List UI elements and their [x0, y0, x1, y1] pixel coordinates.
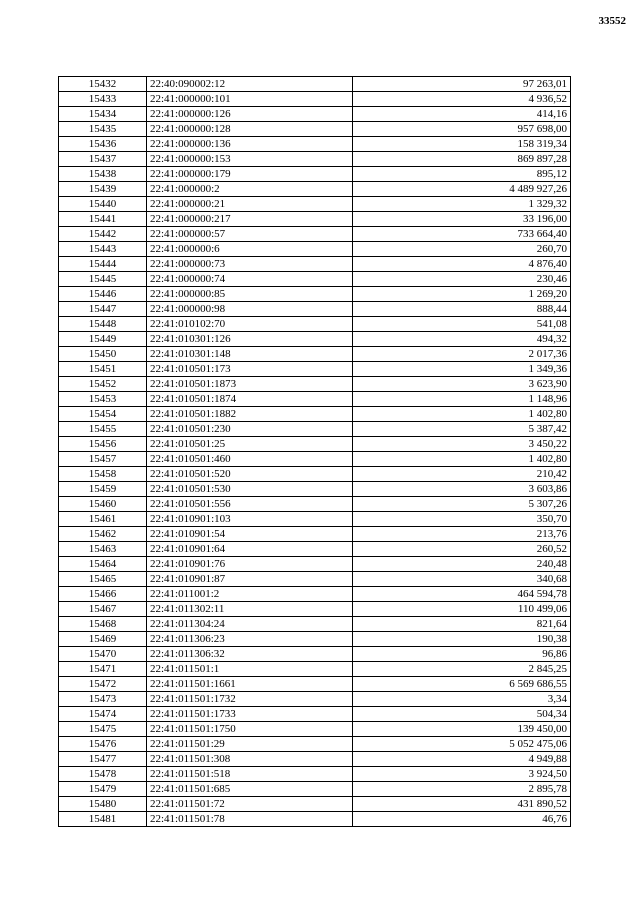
cadastral-number-cell: 22:41:010501:520: [147, 467, 353, 482]
cadastral-number-cell: 22:41:000000:126: [147, 107, 353, 122]
cadastral-number-cell: 22:41:010301:126: [147, 332, 353, 347]
row-number-cell: 15450: [59, 347, 147, 362]
row-number-cell: 15465: [59, 572, 147, 587]
value-cell: 464 594,78: [353, 587, 571, 602]
value-cell: 1 148,96: [353, 392, 571, 407]
cadastral-number-cell: 22:41:010501:1873: [147, 377, 353, 392]
cadastral-number-cell: 22:41:011304:24: [147, 617, 353, 632]
row-number-cell: 15432: [59, 77, 147, 92]
table-row: [59, 737, 571, 752]
cadastral-number-cell: 22:41:000000:153: [147, 152, 353, 167]
cadastral-number-cell: 22:41:010901:54: [147, 527, 353, 542]
table-row: [59, 302, 571, 317]
row-number-cell: 15441: [59, 212, 147, 227]
cadastral-number-cell: 22:41:011501:518: [147, 767, 353, 782]
table-row: [59, 572, 571, 587]
table-row: [59, 212, 571, 227]
table-row: [59, 287, 571, 302]
cadastral-number-cell: 22:41:010102:70: [147, 317, 353, 332]
table-row: [59, 527, 571, 542]
cadastral-number-cell: 22:41:011501:1750: [147, 722, 353, 737]
value-cell: 733 664,40: [353, 227, 571, 242]
cadastral-number-cell: 22:41:011501:685: [147, 782, 353, 797]
value-cell: 1 269,20: [353, 287, 571, 302]
table-row: [59, 197, 571, 212]
value-cell: 1 402,80: [353, 407, 571, 422]
row-number-cell: 15446: [59, 287, 147, 302]
table-row: [59, 437, 571, 452]
cadastral-number-cell: 22:41:011306:32: [147, 647, 353, 662]
value-cell: 213,76: [353, 527, 571, 542]
table-row: [59, 362, 571, 377]
row-number-cell: 15447: [59, 302, 147, 317]
table-row: [59, 317, 571, 332]
cadastral-value-table: [58, 76, 571, 827]
table-row: [59, 692, 571, 707]
value-cell: 494,32: [353, 332, 571, 347]
row-number-cell: 15475: [59, 722, 147, 737]
value-cell: 2 845,25: [353, 662, 571, 677]
cadastral-number-cell: 22:41:011501:308: [147, 752, 353, 767]
table-row: [59, 722, 571, 737]
cadastral-number-cell: 22:41:010501:1882: [147, 407, 353, 422]
value-cell: 46,76: [353, 812, 571, 827]
cadastral-number-cell: 22:41:000000:73: [147, 257, 353, 272]
cadastral-number-cell: 22:41:000000:74: [147, 272, 353, 287]
row-number-cell: 15469: [59, 632, 147, 647]
row-number-cell: 15460: [59, 497, 147, 512]
cadastral-number-cell: 22:40:090002:12: [147, 77, 353, 92]
cadastral-number-cell: 22:41:000000:179: [147, 167, 353, 182]
cadastral-number-cell: 22:41:010901:76: [147, 557, 353, 572]
row-number-cell: 15464: [59, 557, 147, 572]
row-number-cell: 15477: [59, 752, 147, 767]
row-number-cell: 15456: [59, 437, 147, 452]
value-cell: 3 623,90: [353, 377, 571, 392]
page-number: 33552: [598, 15, 626, 27]
table-row: [59, 122, 571, 137]
table-row: [59, 137, 571, 152]
row-number-cell: 15471: [59, 662, 147, 677]
table-row: [59, 812, 571, 827]
row-number-cell: 15481: [59, 812, 147, 827]
cadastral-number-cell: 22:41:010501:1874: [147, 392, 353, 407]
value-cell: 2 895,78: [353, 782, 571, 797]
table-row: [59, 617, 571, 632]
value-cell: 957 698,00: [353, 122, 571, 137]
row-number-cell: 15449: [59, 332, 147, 347]
table-row: [59, 467, 571, 482]
value-cell: 869 897,28: [353, 152, 571, 167]
table-row: [59, 752, 571, 767]
row-number-cell: 15437: [59, 152, 147, 167]
table-row: [59, 647, 571, 662]
table-row: [59, 512, 571, 527]
table-row: [59, 542, 571, 557]
value-cell: 504,34: [353, 707, 571, 722]
value-cell: 1 402,80: [353, 452, 571, 467]
table-row: [59, 77, 571, 92]
row-number-cell: 15433: [59, 92, 147, 107]
value-cell: 260,70: [353, 242, 571, 257]
value-cell: 3 450,22: [353, 437, 571, 452]
cadastral-number-cell: 22:41:000000:6: [147, 242, 353, 257]
table-row: [59, 422, 571, 437]
row-number-cell: 15470: [59, 647, 147, 662]
value-cell: 3 924,50: [353, 767, 571, 782]
value-cell: 541,08: [353, 317, 571, 332]
table-row: [59, 407, 571, 422]
value-cell: 1 349,36: [353, 362, 571, 377]
table-row: [59, 557, 571, 572]
value-cell: 5 052 475,06: [353, 737, 571, 752]
value-cell: 1 329,32: [353, 197, 571, 212]
cadastral-number-cell: 22:41:000000:2: [147, 182, 353, 197]
table-row: [59, 182, 571, 197]
value-cell: 139 450,00: [353, 722, 571, 737]
value-cell: 340,68: [353, 572, 571, 587]
cadastral-number-cell: 22:41:010501:556: [147, 497, 353, 512]
value-cell: 110 499,06: [353, 602, 571, 617]
value-cell: 97 263,01: [353, 77, 571, 92]
row-number-cell: 15452: [59, 377, 147, 392]
table-row: [59, 632, 571, 647]
row-number-cell: 15480: [59, 797, 147, 812]
value-cell: 5 387,42: [353, 422, 571, 437]
table-row: [59, 602, 571, 617]
cadastral-number-cell: 22:41:011306:23: [147, 632, 353, 647]
cadastral-number-cell: 22:41:010901:103: [147, 512, 353, 527]
value-cell: 2 017,36: [353, 347, 571, 362]
table-row: [59, 92, 571, 107]
row-number-cell: 15479: [59, 782, 147, 797]
row-number-cell: 15457: [59, 452, 147, 467]
row-number-cell: 15478: [59, 767, 147, 782]
row-number-cell: 15459: [59, 482, 147, 497]
table-row: [59, 257, 571, 272]
row-number-cell: 15444: [59, 257, 147, 272]
row-number-cell: 15438: [59, 167, 147, 182]
row-number-cell: 15445: [59, 272, 147, 287]
row-number-cell: 15458: [59, 467, 147, 482]
cadastral-number-cell: 22:41:011501:72: [147, 797, 353, 812]
value-cell: 3,34: [353, 692, 571, 707]
row-number-cell: 15463: [59, 542, 147, 557]
table-row: [59, 587, 571, 602]
row-number-cell: 15467: [59, 602, 147, 617]
value-cell: 350,70: [353, 512, 571, 527]
value-cell: 3 603,86: [353, 482, 571, 497]
value-cell: 4 876,40: [353, 257, 571, 272]
cadastral-number-cell: 22:41:011501:1733: [147, 707, 353, 722]
table-row: [59, 452, 571, 467]
row-number-cell: 15435: [59, 122, 147, 137]
cadastral-number-cell: 22:41:000000:57: [147, 227, 353, 242]
row-number-cell: 15439: [59, 182, 147, 197]
cadastral-number-cell: 22:41:000000:128: [147, 122, 353, 137]
row-number-cell: 15436: [59, 137, 147, 152]
row-number-cell: 15476: [59, 737, 147, 752]
cadastral-number-cell: 22:41:011501:29: [147, 737, 353, 752]
table-row: [59, 662, 571, 677]
row-number-cell: 15472: [59, 677, 147, 692]
table-row: [59, 227, 571, 242]
cadastral-number-cell: 22:41:010501:25: [147, 437, 353, 452]
table-row: [59, 107, 571, 122]
value-cell: 33 196,00: [353, 212, 571, 227]
cadastral-number-cell: 22:41:011302:11: [147, 602, 353, 617]
row-number-cell: 15473: [59, 692, 147, 707]
cadastral-number-cell: 22:41:000000:136: [147, 137, 353, 152]
table-row: [59, 332, 571, 347]
value-cell: 888,44: [353, 302, 571, 317]
row-number-cell: 15451: [59, 362, 147, 377]
cadastral-number-cell: 22:41:000000:21: [147, 197, 353, 212]
cadastral-number-cell: 22:41:011001:2: [147, 587, 353, 602]
value-cell: 158 319,34: [353, 137, 571, 152]
table-row: [59, 497, 571, 512]
row-number-cell: 15443: [59, 242, 147, 257]
cadastral-number-cell: 22:41:000000:101: [147, 92, 353, 107]
table-row: [59, 482, 571, 497]
row-number-cell: 15468: [59, 617, 147, 632]
cadastral-number-cell: 22:41:000000:85: [147, 287, 353, 302]
cadastral-number-cell: 22:41:011501:1661: [147, 677, 353, 692]
value-cell: 260,52: [353, 542, 571, 557]
row-number-cell: 15440: [59, 197, 147, 212]
value-cell: 414,16: [353, 107, 571, 122]
row-number-cell: 15455: [59, 422, 147, 437]
value-cell: 821,64: [353, 617, 571, 632]
value-cell: 210,42: [353, 467, 571, 482]
table-row: [59, 152, 571, 167]
table-row: [59, 272, 571, 287]
table-row: [59, 347, 571, 362]
cadastral-number-cell: 22:41:011501:78: [147, 812, 353, 827]
row-number-cell: 15462: [59, 527, 147, 542]
table-body: [59, 77, 571, 827]
table-row: [59, 677, 571, 692]
cadastral-number-cell: 22:41:010301:148: [147, 347, 353, 362]
row-number-cell: 15466: [59, 587, 147, 602]
value-cell: 96,86: [353, 647, 571, 662]
row-number-cell: 15448: [59, 317, 147, 332]
cadastral-number-cell: 22:41:010501:230: [147, 422, 353, 437]
value-cell: 240,48: [353, 557, 571, 572]
value-cell: 230,46: [353, 272, 571, 287]
row-number-cell: 15454: [59, 407, 147, 422]
cadastral-number-cell: 22:41:000000:98: [147, 302, 353, 317]
cadastral-number-cell: 22:41:010501:173: [147, 362, 353, 377]
table-row: [59, 167, 571, 182]
cadastral-number-cell: 22:41:011501:1: [147, 662, 353, 677]
table-row: [59, 242, 571, 257]
row-number-cell: 15442: [59, 227, 147, 242]
value-cell: 4 936,52: [353, 92, 571, 107]
row-number-cell: 15434: [59, 107, 147, 122]
row-number-cell: 15474: [59, 707, 147, 722]
value-cell: 5 307,26: [353, 497, 571, 512]
value-cell: 6 569 686,55: [353, 677, 571, 692]
row-number-cell: 15461: [59, 512, 147, 527]
table-row: [59, 392, 571, 407]
table-row: [59, 782, 571, 797]
value-cell: 4 949,88: [353, 752, 571, 767]
value-cell: 190,38: [353, 632, 571, 647]
value-cell: 895,12: [353, 167, 571, 182]
value-cell: 4 489 927,26: [353, 182, 571, 197]
value-cell: 431 890,52: [353, 797, 571, 812]
row-number-cell: 15453: [59, 392, 147, 407]
cadastral-number-cell: 22:41:011501:1732: [147, 692, 353, 707]
cadastral-number-cell: 22:41:010501:460: [147, 452, 353, 467]
cadastral-number-cell: 22:41:010901:64: [147, 542, 353, 557]
table-row: [59, 797, 571, 812]
cadastral-number-cell: 22:41:000000:217: [147, 212, 353, 227]
cadastral-number-cell: 22:41:010901:87: [147, 572, 353, 587]
cadastral-number-cell: 22:41:010501:530: [147, 482, 353, 497]
table-row: [59, 707, 571, 722]
table-row: [59, 767, 571, 782]
table-row: [59, 377, 571, 392]
